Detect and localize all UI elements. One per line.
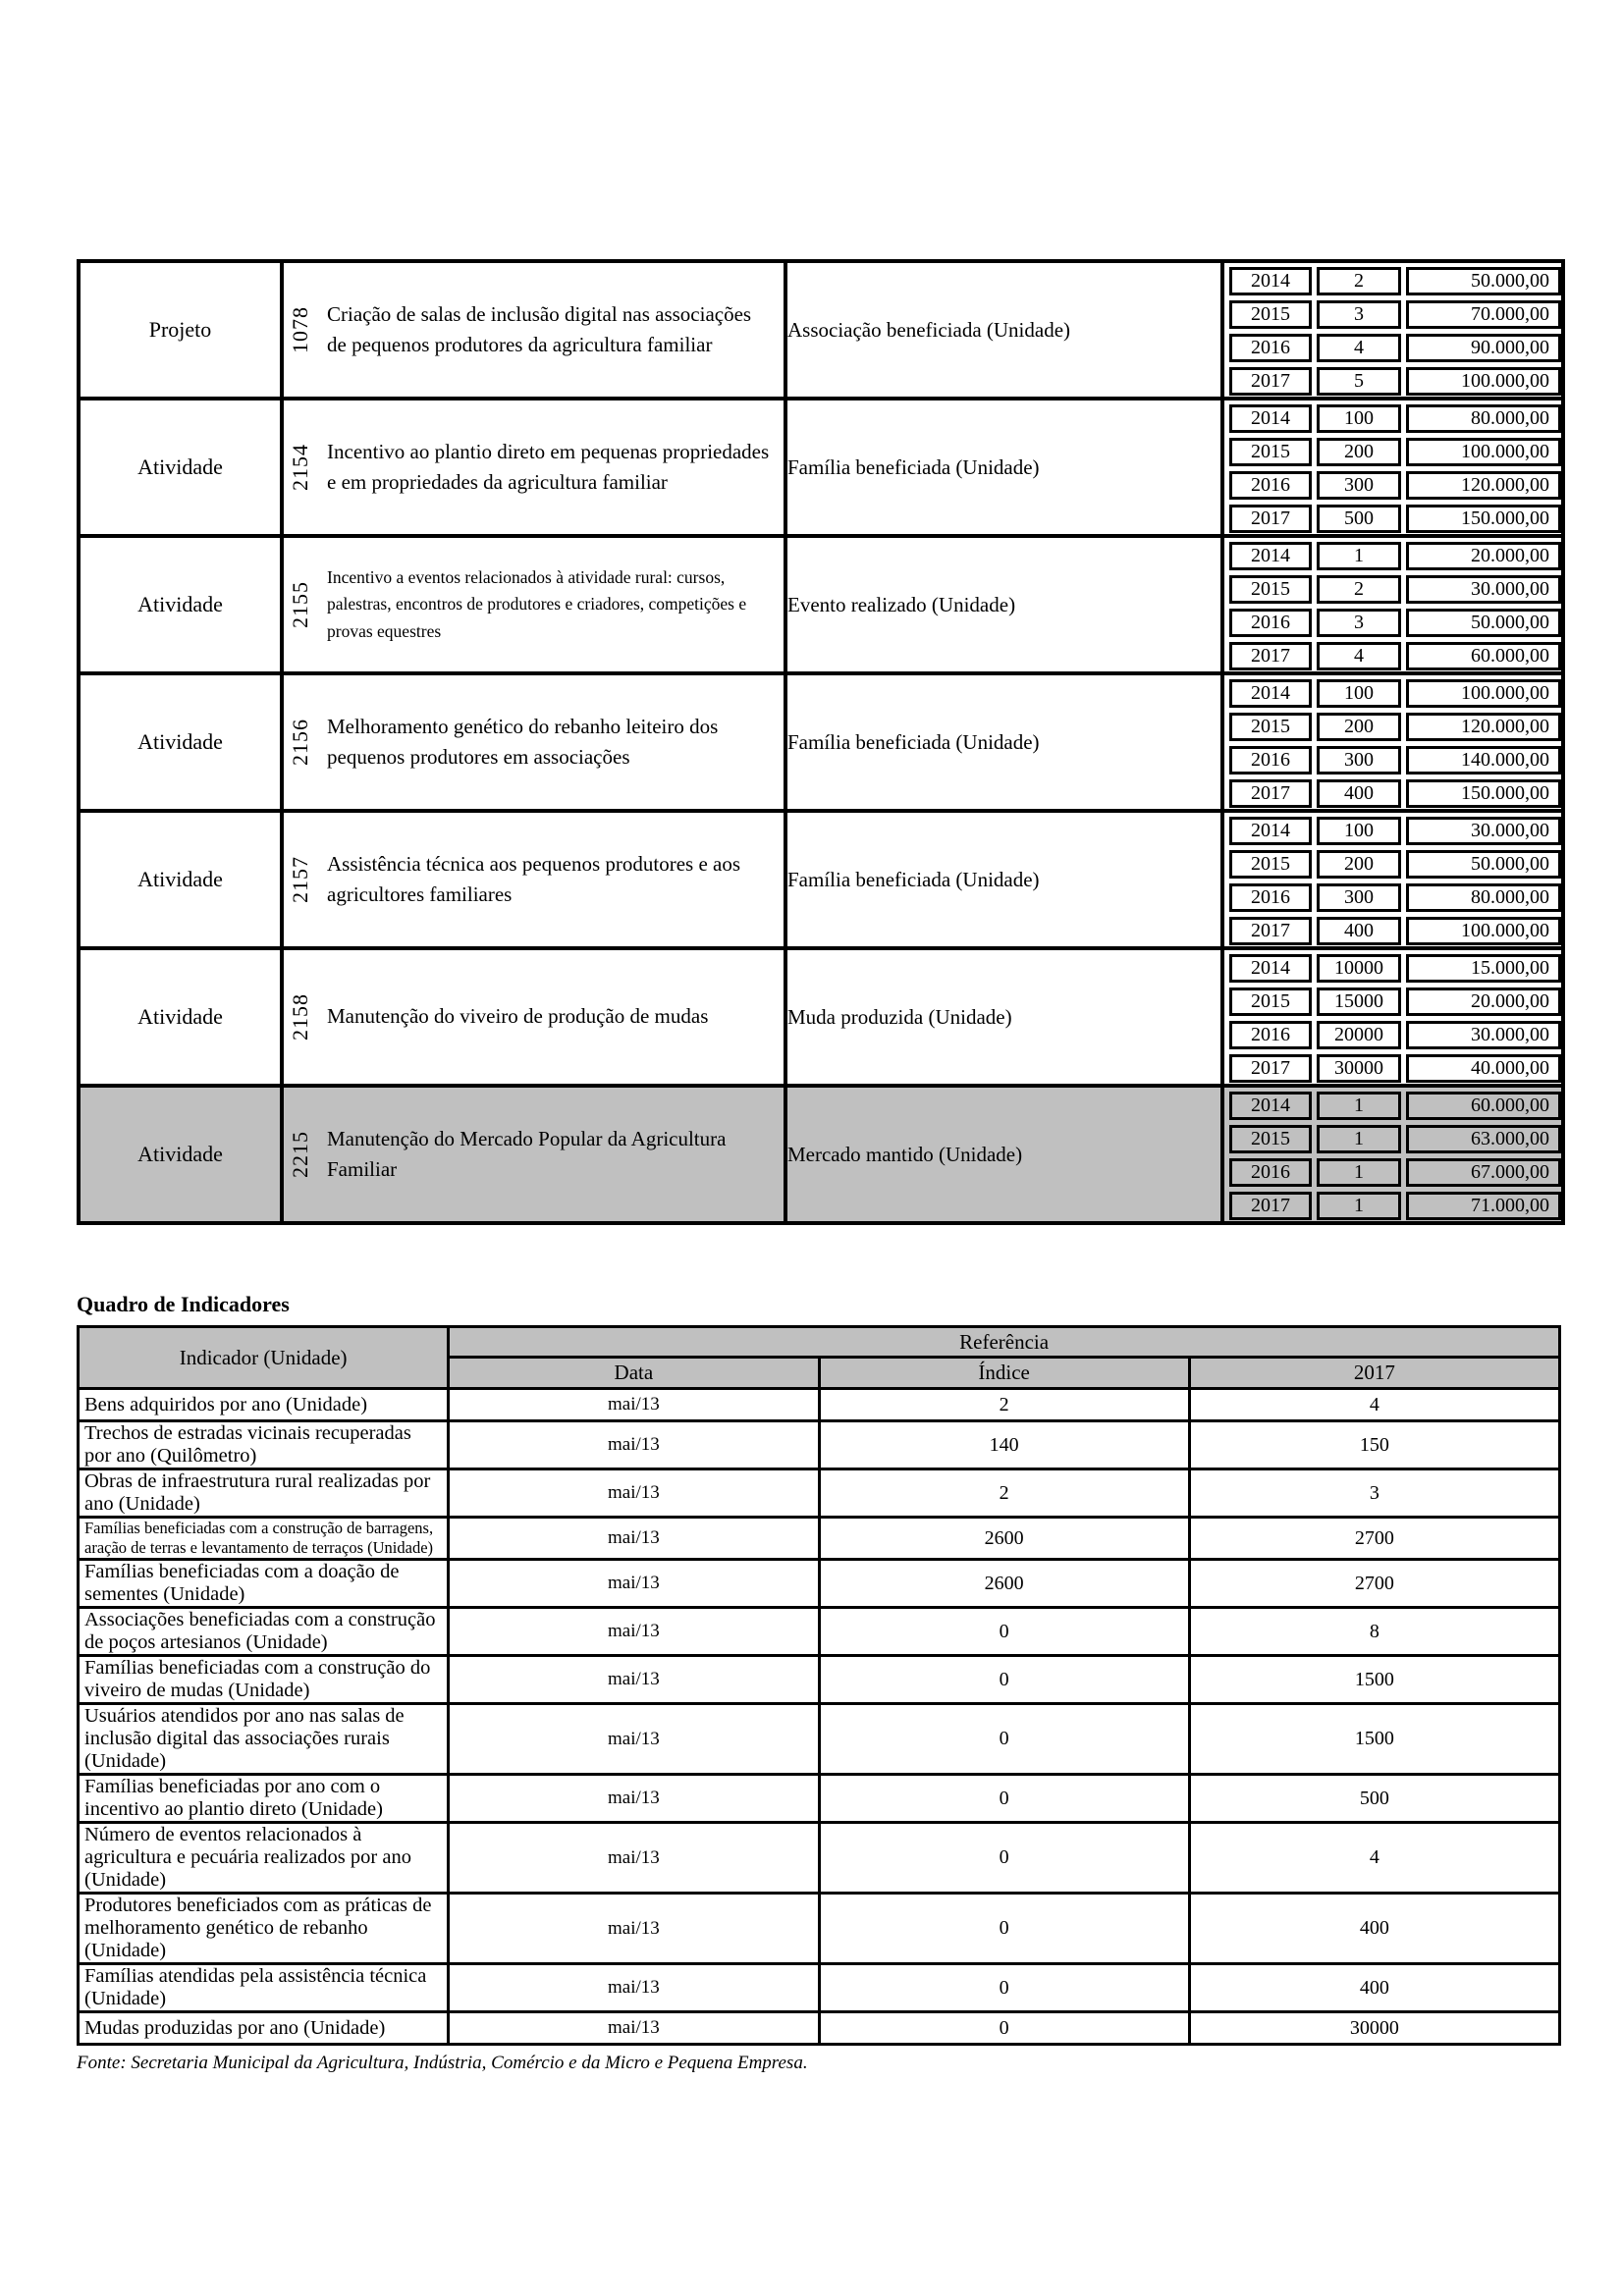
program-unit-cell: Família beneficiada (Unidade) xyxy=(785,673,1222,811)
value-cell: 100.000,00 xyxy=(1406,679,1561,708)
data-column-header: Data xyxy=(449,1358,819,1389)
year-cell: 2014 xyxy=(1229,542,1312,570)
program-description-cell xyxy=(282,261,785,399)
goal-cell: 400 xyxy=(1317,779,1401,808)
program-type-cell: Atividade xyxy=(79,536,282,673)
indicator-index-cell: 2 xyxy=(819,1389,1189,1421)
program-code-vertical: 1078 xyxy=(288,306,312,353)
indicator-date-cell: mai/13 xyxy=(449,1656,819,1704)
yearly-values-grid xyxy=(1224,538,1561,671)
goal-cell: 2 xyxy=(1317,267,1401,295)
program-unit-cell: Família beneficiada (Unidade) xyxy=(785,399,1222,536)
indicator-2017-cell: 400 xyxy=(1189,1964,1559,2012)
value-cell: 120.000,00 xyxy=(1406,471,1561,500)
indicator-date-cell: mai/13 xyxy=(449,1775,819,1823)
indicator-2017-cell: 1500 xyxy=(1189,1704,1559,1775)
indicator-name-cell: Famílias beneficiadas com a construção do viveiro de mudas (Unidade) xyxy=(79,1656,449,1704)
program-group-row xyxy=(79,673,1563,811)
indicator-row xyxy=(79,1964,1560,2012)
program-unit-cell: Mercado mantido (Unidade) xyxy=(785,1086,1222,1223)
goal-cell: 15000 xyxy=(1317,988,1401,1016)
program-code-vertical: 2156 xyxy=(288,719,312,766)
description-layout xyxy=(284,845,784,915)
year-cell: 2014 xyxy=(1229,1092,1312,1120)
program-code-vertical: 2157 xyxy=(288,856,312,903)
indicator-index-cell: 2600 xyxy=(819,1518,1189,1560)
year-cell: 2016 xyxy=(1229,883,1312,912)
goal-cell: 30000 xyxy=(1317,1054,1401,1083)
indicator-index-cell: 0 xyxy=(819,2012,1189,2045)
indicator-2017-cell: 150 xyxy=(1189,1421,1559,1469)
value-cell: 60.000,00 xyxy=(1406,642,1561,670)
yearly-values-cell xyxy=(1222,948,1563,1086)
description-layout xyxy=(284,295,784,365)
value-cell: 30.000,00 xyxy=(1406,1021,1561,1049)
goal-cell: 1 xyxy=(1317,1092,1401,1120)
indicator-index-cell: 2600 xyxy=(819,1560,1189,1608)
yearly-values-grid xyxy=(1224,950,1561,1084)
yearly-values-grid xyxy=(1224,263,1561,397)
yearly-values-grid xyxy=(1224,675,1561,809)
goal-cell: 4 xyxy=(1317,334,1401,362)
year-cell: 2016 xyxy=(1229,609,1312,637)
goal-cell: 100 xyxy=(1317,817,1401,845)
indicator-row xyxy=(79,1518,1560,1560)
goal-cell: 4 xyxy=(1317,642,1401,670)
program-unit-cell: Associação beneficiada (Unidade) xyxy=(785,261,1222,399)
program-code-vertical: 2215 xyxy=(288,1131,312,1178)
program-type-cell: Atividade xyxy=(79,673,282,811)
value-cell: 50.000,00 xyxy=(1406,267,1561,295)
goal-cell: 200 xyxy=(1317,438,1401,466)
indicator-2017-cell: 3 xyxy=(1189,1469,1559,1518)
indicator-name-cell: Mudas produzidas por ano (Unidade) xyxy=(79,2012,449,2045)
indicator-name-cell: Famílias beneficiadas por ano com o incentivo ao plantio direto (Unidade) xyxy=(79,1775,449,1823)
indicator-2017-cell: 4 xyxy=(1189,1389,1559,1421)
year-cell: 2015 xyxy=(1229,988,1312,1016)
year-cell: 2017 xyxy=(1229,779,1312,808)
indicator-2017-cell: 2700 xyxy=(1189,1560,1559,1608)
program-group-row xyxy=(79,1086,1563,1223)
year-cell: 2014 xyxy=(1229,954,1312,983)
indicator-index-cell: 0 xyxy=(819,1704,1189,1775)
year-2017-column-header: 2017 xyxy=(1189,1358,1559,1389)
goal-cell: 300 xyxy=(1317,746,1401,774)
program-group-row xyxy=(79,399,1563,536)
program-description-cell xyxy=(282,536,785,673)
value-cell: 20.000,00 xyxy=(1406,542,1561,570)
indicator-name-cell: Associações beneficiadas com a construção de poços artesianos (Unidade) xyxy=(79,1608,449,1656)
year-cell: 2016 xyxy=(1229,746,1312,774)
program-type-cell: Atividade xyxy=(79,1086,282,1223)
indicator-index-cell: 0 xyxy=(819,1608,1189,1656)
indicator-2017-cell: 30000 xyxy=(1189,2012,1559,2045)
goal-cell: 100 xyxy=(1317,404,1401,433)
goal-cell: 500 xyxy=(1317,505,1401,533)
goal-cell: 10000 xyxy=(1317,954,1401,983)
value-cell: 50.000,00 xyxy=(1406,850,1561,879)
goal-cell: 3 xyxy=(1317,300,1401,329)
goal-cell: 1 xyxy=(1317,1192,1401,1220)
document-content xyxy=(77,259,1561,2074)
indicator-row xyxy=(79,1608,1560,1656)
indicator-date-cell: mai/13 xyxy=(449,1469,819,1518)
source-note: Fonte: Secretaria Municipal da Agricultura, Indústria, Comércio e da Micro e Pequena Empresa. xyxy=(77,2053,808,2073)
yearly-values-cell xyxy=(1222,261,1563,399)
year-cell: 2015 xyxy=(1229,1125,1312,1153)
yearly-values-cell xyxy=(1222,811,1563,948)
value-cell: 80.000,00 xyxy=(1406,883,1561,912)
value-cell: 60.000,00 xyxy=(1406,1092,1561,1120)
indicator-date-cell: mai/13 xyxy=(449,1608,819,1656)
value-cell: 71.000,00 xyxy=(1406,1192,1561,1220)
program-group-row xyxy=(79,536,1563,673)
program-description-text: Incentivo ao plantio direto em pequenas propriedades e em propriedades da agricultura familiar xyxy=(327,439,770,494)
value-cell: 120.000,00 xyxy=(1406,713,1561,741)
program-description-cell xyxy=(282,1086,785,1223)
indicator-date-cell: mai/13 xyxy=(449,1964,819,2012)
program-description-text: Manutenção do viveiro de produção de mudas xyxy=(327,1004,709,1029)
value-cell: 20.000,00 xyxy=(1406,988,1561,1016)
value-cell: 50.000,00 xyxy=(1406,609,1561,637)
indicator-row xyxy=(79,1656,1560,1704)
description-layout xyxy=(284,561,784,648)
programs-table xyxy=(77,259,1565,1225)
indicator-date-cell: mai/13 xyxy=(449,1823,819,1894)
yearly-values-cell xyxy=(1222,536,1563,673)
program-description-cell xyxy=(282,399,785,536)
yearly-values-cell xyxy=(1222,1086,1563,1223)
year-cell: 2017 xyxy=(1229,1192,1312,1220)
goal-cell: 20000 xyxy=(1317,1021,1401,1049)
program-group-row xyxy=(79,811,1563,948)
program-type-cell: Projeto xyxy=(79,261,282,399)
indicator-2017-cell: 500 xyxy=(1189,1775,1559,1823)
indicator-index-cell: 0 xyxy=(819,1964,1189,2012)
description-layout xyxy=(284,988,784,1046)
goal-cell: 400 xyxy=(1317,917,1401,945)
year-cell: 2017 xyxy=(1229,1054,1312,1083)
yearly-values-cell xyxy=(1222,673,1563,811)
year-cell: 2017 xyxy=(1229,642,1312,670)
value-cell: 100.000,00 xyxy=(1406,438,1561,466)
program-code-vertical: 2154 xyxy=(288,444,312,491)
indicator-row xyxy=(79,1823,1560,1894)
yearly-values-grid xyxy=(1224,400,1561,534)
goal-cell: 1 xyxy=(1317,1158,1401,1187)
goal-cell: 1 xyxy=(1317,1125,1401,1153)
value-cell: 30.000,00 xyxy=(1406,817,1561,845)
indicator-2017-cell: 8 xyxy=(1189,1608,1559,1656)
year-cell: 2016 xyxy=(1229,1021,1312,1049)
value-cell: 80.000,00 xyxy=(1406,404,1561,433)
program-group-row xyxy=(79,261,1563,399)
goal-cell: 3 xyxy=(1317,609,1401,637)
year-cell: 2016 xyxy=(1229,334,1312,362)
indicator-2017-cell: 1500 xyxy=(1189,1656,1559,1704)
program-code-vertical: 2158 xyxy=(288,993,312,1041)
value-cell: 150.000,00 xyxy=(1406,505,1561,533)
year-cell: 2014 xyxy=(1229,679,1312,708)
indicator-name-cell: Produtores beneficiados com as práticas de melhoramento genético de rebanho (Unidade) xyxy=(79,1894,449,1964)
indicator-name-cell: Usuários atendidos por ano nas salas de inclusão digital das associações rurais (Unidade) xyxy=(79,1704,449,1775)
indicator-name-cell: Número de eventos relacionados à agricultura e pecuária realizados por ano (Unidade) xyxy=(79,1823,449,1894)
year-cell: 2014 xyxy=(1229,404,1312,433)
year-cell: 2015 xyxy=(1229,300,1312,329)
program-type-cell: Atividade xyxy=(79,399,282,536)
value-cell: 30.000,00 xyxy=(1406,575,1561,604)
indicator-date-cell: mai/13 xyxy=(449,1518,819,1560)
indicators-header-row-1 xyxy=(79,1327,1560,1358)
indicator-date-cell: mai/13 xyxy=(449,1560,819,1608)
program-description-cell xyxy=(282,673,785,811)
indicator-row xyxy=(79,1560,1560,1608)
indicator-row xyxy=(79,2012,1560,2045)
program-description-text: Criação de salas de inclusão digital nas associações de pequenos produtores da agricultura familiar xyxy=(327,301,752,356)
program-unit-cell: Muda produzida (Unidade) xyxy=(785,948,1222,1086)
year-cell: 2016 xyxy=(1229,1158,1312,1187)
goal-cell: 200 xyxy=(1317,713,1401,741)
program-description-cell xyxy=(282,948,785,1086)
year-cell: 2017 xyxy=(1229,917,1312,945)
year-cell: 2014 xyxy=(1229,817,1312,845)
value-cell: 150.000,00 xyxy=(1406,779,1561,808)
indicator-2017-cell: 4 xyxy=(1189,1823,1559,1894)
indicators-heading: Quadro de Indicadores xyxy=(77,1292,290,1316)
yearly-values-grid xyxy=(1224,813,1561,946)
goal-cell: 200 xyxy=(1317,850,1401,879)
indicator-name-cell: Bens adquiridos por ano (Unidade) xyxy=(79,1389,449,1421)
indicator-index-cell: 0 xyxy=(819,1823,1189,1894)
indicator-name-cell: Famílias beneficiadas com a doação de sementes (Unidade) xyxy=(79,1560,449,1608)
program-description-text: Incentivo a eventos relacionados à atividade rural: cursos, palestras, encontros de produtores e criadores, competições e provas equestres xyxy=(327,567,747,641)
indicator-index-cell: 0 xyxy=(819,1894,1189,1964)
description-layout xyxy=(284,433,784,503)
program-unit-cell: Família beneficiada (Unidade) xyxy=(785,811,1222,948)
value-cell: 100.000,00 xyxy=(1406,367,1561,396)
indicator-index-cell: 0 xyxy=(819,1656,1189,1704)
indicator-index-cell: 0 xyxy=(819,1775,1189,1823)
value-cell: 67.000,00 xyxy=(1406,1158,1561,1187)
program-type-cell: Atividade xyxy=(79,811,282,948)
referencia-header: Referência xyxy=(449,1327,1560,1358)
description-layout xyxy=(284,708,784,777)
program-description-cell xyxy=(282,811,785,948)
goal-cell: 100 xyxy=(1317,679,1401,708)
year-cell: 2017 xyxy=(1229,505,1312,533)
year-cell: 2015 xyxy=(1229,713,1312,741)
goal-cell: 300 xyxy=(1317,883,1401,912)
program-description-text: Manutenção do Mercado Popular da Agricultura Familiar xyxy=(327,1126,727,1181)
year-cell: 2016 xyxy=(1229,471,1312,500)
indicator-index-cell: 140 xyxy=(819,1421,1189,1469)
program-group-row xyxy=(79,948,1563,1086)
year-cell: 2015 xyxy=(1229,575,1312,604)
year-cell: 2015 xyxy=(1229,438,1312,466)
indicator-row xyxy=(79,1775,1560,1823)
indicator-name-cell: Famílias atendidas pela assistência técnica (Unidade) xyxy=(79,1964,449,2012)
yearly-values-cell xyxy=(1222,399,1563,536)
value-cell: 140.000,00 xyxy=(1406,746,1561,774)
year-cell: 2014 xyxy=(1229,267,1312,295)
goal-cell: 300 xyxy=(1317,471,1401,500)
indicator-index-cell: 2 xyxy=(819,1469,1189,1518)
value-cell: 100.000,00 xyxy=(1406,917,1561,945)
indicator-name-cell: Obras de infraestrutura rural realizadas por ano (Unidade) xyxy=(79,1469,449,1518)
program-code-vertical: 2155 xyxy=(288,581,312,628)
program-unit-cell: Evento realizado (Unidade) xyxy=(785,536,1222,673)
goal-cell: 5 xyxy=(1317,367,1401,396)
indicator-date-cell: mai/13 xyxy=(449,1704,819,1775)
indicator-row xyxy=(79,1421,1560,1469)
value-cell: 70.000,00 xyxy=(1406,300,1561,329)
description-layout xyxy=(284,1120,784,1190)
program-description-text: Assistência técnica aos pequenos produtores e aos agricultores familiares xyxy=(327,851,741,906)
indicator-name-cell: Trechos de estradas vicinais recuperadas por ano (Quilômetro) xyxy=(79,1421,449,1469)
program-description-text: Melhoramento genético do rebanho leiteiro dos pequenos produtores em associações xyxy=(327,714,719,769)
year-cell: 2017 xyxy=(1229,367,1312,396)
indicator-date-cell: mai/13 xyxy=(449,1389,819,1421)
indicator-date-cell: mai/13 xyxy=(449,1421,819,1469)
indicator-row xyxy=(79,1894,1560,1964)
goal-cell: 1 xyxy=(1317,542,1401,570)
value-cell: 63.000,00 xyxy=(1406,1125,1561,1153)
yearly-values-grid xyxy=(1224,1088,1561,1221)
value-cell: 90.000,00 xyxy=(1406,334,1561,362)
indicator-2017-cell: 2700 xyxy=(1189,1518,1559,1560)
value-cell: 15.000,00 xyxy=(1406,954,1561,983)
indicator-row xyxy=(79,1704,1560,1775)
indicator-row xyxy=(79,1469,1560,1518)
value-cell: 40.000,00 xyxy=(1406,1054,1561,1083)
goal-cell: 2 xyxy=(1317,575,1401,604)
program-type-cell: Atividade xyxy=(79,948,282,1086)
year-cell: 2015 xyxy=(1229,850,1312,879)
indice-column-header: Índice xyxy=(819,1358,1189,1389)
indicator-date-cell: mai/13 xyxy=(449,1894,819,1964)
indicator-row xyxy=(79,1389,1560,1421)
indicator-column-header: Indicador (Unidade) xyxy=(79,1327,449,1389)
indicator-2017-cell: 400 xyxy=(1189,1894,1559,1964)
indicators-table xyxy=(77,1325,1561,2046)
indicator-name-cell: Famílias beneficiadas com a construção de barragens, aração de terras e levantamento de terraços (Unidade) xyxy=(79,1518,449,1560)
indicator-date-cell: mai/13 xyxy=(449,2012,819,2045)
